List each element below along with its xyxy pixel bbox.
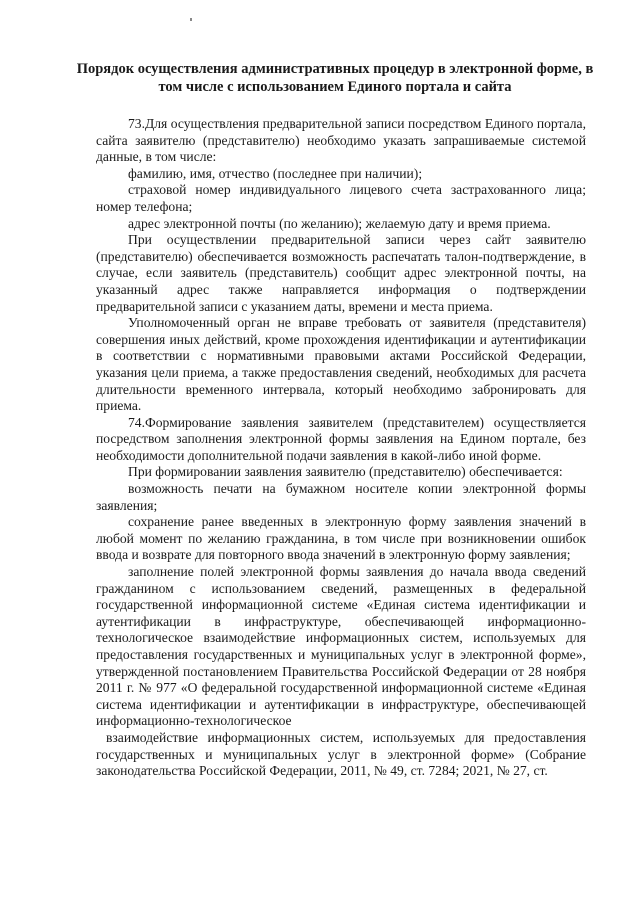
document-body — [96, 116, 586, 780]
page-title: Порядок осуществления административных процедур в электронной форме, в том числе с использованием Единого портала и сайта — [76, 61, 594, 95]
paragraph: Уполномоченный орган не вправе требовать от заявителя (представителя) совершения иных действий, кроме прохождения идентификации и аутентификации в соответствии с нормативными правовыми актами Российской Федерации, указания цели приема, а также предоставления сведений, необходимых для расчета длительности временного интервала, который необходимо забронировать для приема. — [96, 315, 586, 414]
paragraph: При формировании заявления заявителю (представителю) обеспечивается: — [128, 464, 563, 480]
paragraph: возможность печати на бумажном носителе копии электронной формы заявления; — [96, 481, 586, 513]
paragraph: При осуществлении предварительной записи через сайт заявителю (представителю) обеспечивается возможность распечатать талон-подтверждение, в случае, если заявитель (представитель) сообщит адрес электронной почты, на указанный адрес также направляется информация о подтверждении предварительной записи с указанием даты, времени и места приема. — [96, 232, 586, 314]
paragraph: фамилию, имя, отчество (последнее при наличии); — [128, 165, 423, 181]
paragraph: 74.Формирование заявления заявителем (представителем) осуществляется посредством заполнения электронной формы заявления на Едином портале, без необходимости дополнительной подачи заявления в какой-либо иной форме. — [96, 414, 586, 463]
paragraph: взаимодействие информационных систем, используемых для предоставления государственных и муниципальных услуг в электронной форме» (Собрание законодательства Российской Федерации, 2011, № 49, ст. 7284; 2021, № 27, ст. — [96, 729, 586, 779]
paragraph: 73.Для осуществления предварительной записи посредством Единого портала, сайта заявителю (представителю) необходимо указать запрашиваемые системой данные, в том числе: — [96, 116, 586, 165]
paragraph: страховой номер индивидуального лицевого счета застрахованного лица; номер телефона; — [96, 182, 586, 214]
paragraph: заполнение полей электронной формы заявления до начала ввода сведений гражданином с использованием сведений, размещенных в федеральной государственной информационной системе «Единая система идентификации и аутентификации в инфраструктуре, обеспечивающей информационно- технологическое взаимодействие информационных систем, используемых для предоставления государственных и муниципальных услуг в электронной форме», утвержденной постановлением Правительства Российской Федерации от 28 ноября 2011 г. № 977 «О федеральной государственной информационной системе «Единая система идентификации и аутентификации в инфраструктуре, обеспечивающей информационно-технологическое — [96, 564, 586, 729]
paragraph: адрес электронной почты (по желанию); желаемую дату и время приема. — [128, 215, 551, 231]
scan-artifact — [190, 18, 192, 21]
paragraph: сохранение ранее введенных в электронную форму заявления значений в любой момент по желанию гражданина, в том числе при возникновении ошибок ввода и возврате для повторного ввода значений в электронную форму заявления; — [96, 514, 586, 563]
